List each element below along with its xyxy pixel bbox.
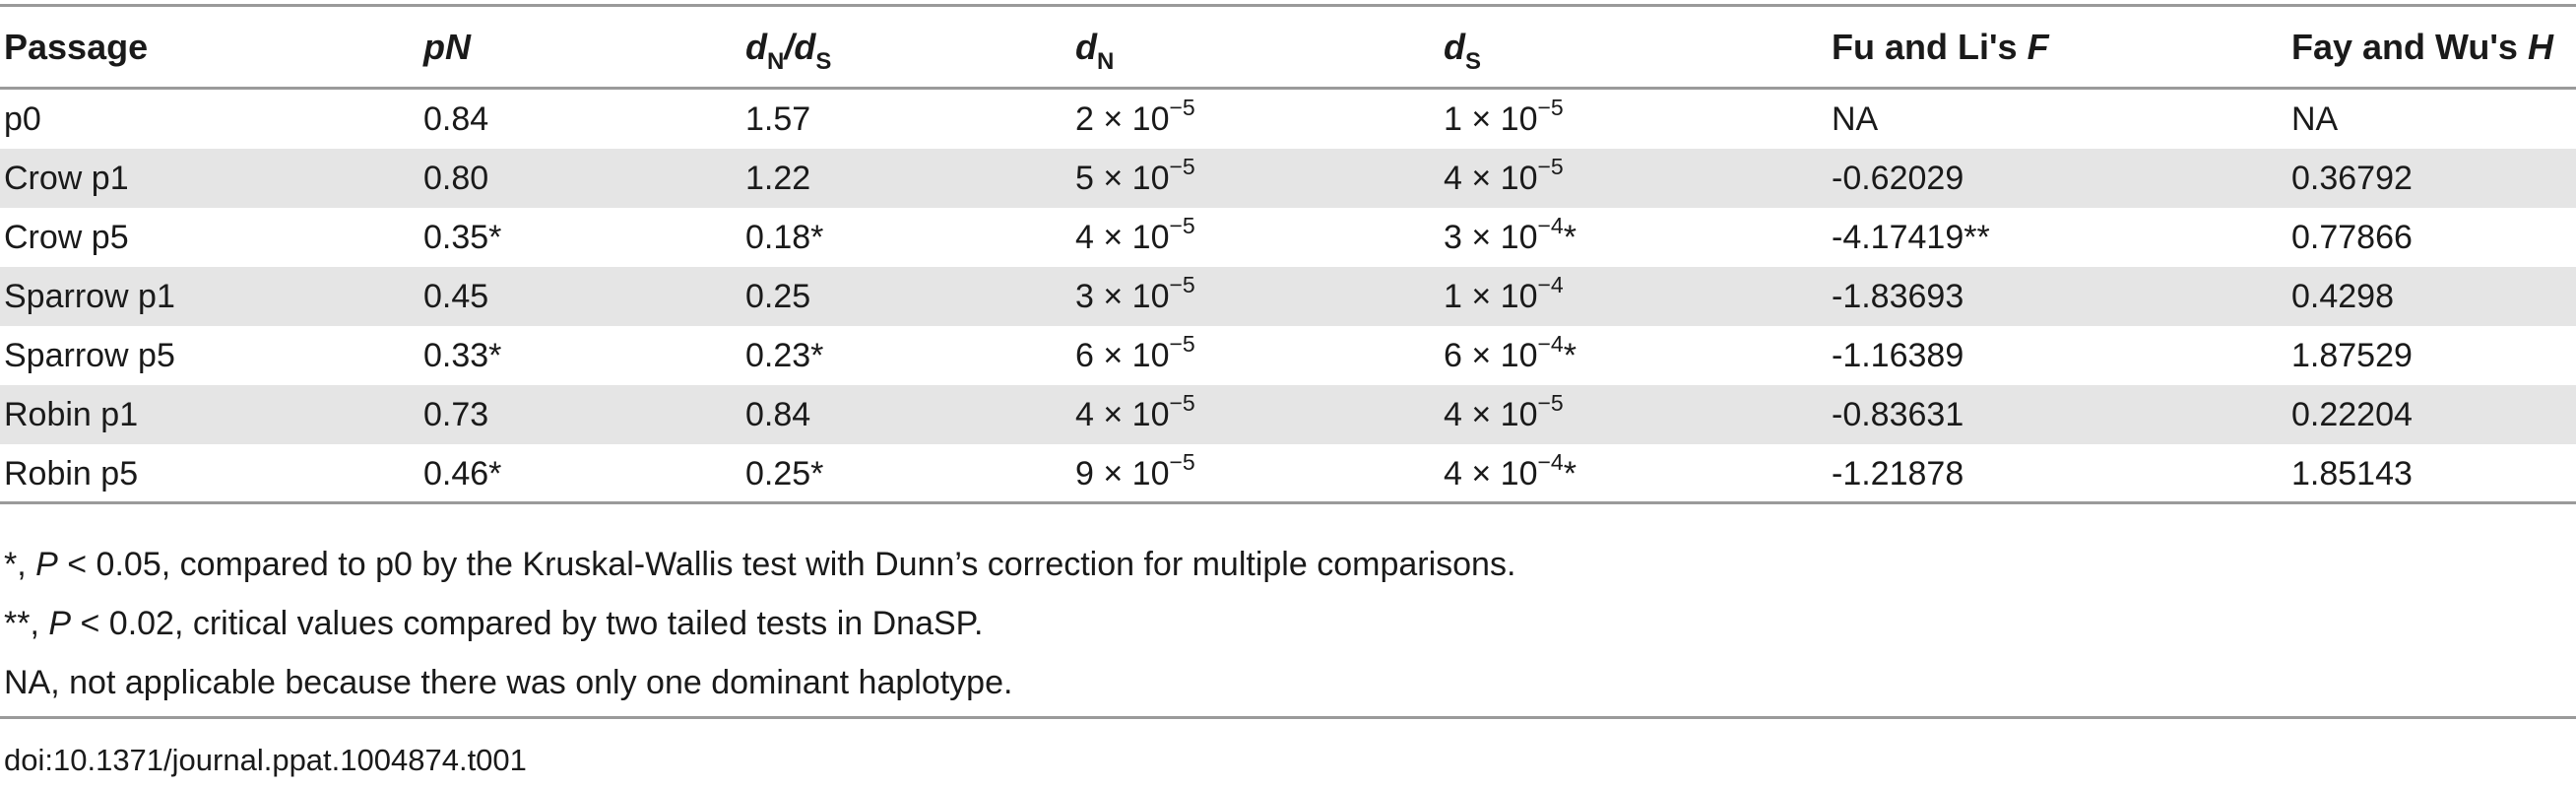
cell-dn <box>1075 444 1195 503</box>
cell-ds-base: 4 × 10 <box>1444 455 1538 492</box>
header-fuli-var: F <box>2027 27 2049 67</box>
cell-fuli: -1.83693 <box>1832 278 1964 315</box>
header-faywu-var: H <box>2527 27 2553 67</box>
cell-ds <box>1444 149 1564 208</box>
cell-dn-exp: −5 <box>1169 213 1195 238</box>
cell-dn-exp: −5 <box>1169 331 1195 357</box>
header-dnds-sub2: S <box>815 48 832 75</box>
cell-dnds: 0.25* <box>745 455 824 492</box>
cell-pn: 0.35* <box>423 219 502 256</box>
cell-dn <box>1075 385 1195 444</box>
cell-pn: 0.73 <box>423 396 489 433</box>
cell-passage: Crow p5 <box>4 219 129 256</box>
cell-passage: Sparrow p1 <box>4 278 175 315</box>
footnote-significance-005 <box>4 535 2564 594</box>
footnote-significance-002 <box>4 594 2564 653</box>
cell-dn <box>1075 326 1195 385</box>
table-row <box>0 149 2576 208</box>
header-dnds-d2: d <box>794 27 816 67</box>
cell-ds-base: 6 × 10 <box>1444 337 1538 374</box>
cell-dnds: 0.18* <box>745 219 824 256</box>
cell-ds <box>1444 326 1577 385</box>
cell-dnds: 0.23* <box>745 337 824 374</box>
header-dn-d: d <box>1075 27 1097 67</box>
cell-faywu: 0.4298 <box>2291 278 2394 315</box>
header-faywu-text: Fay and Wu's <box>2291 27 2528 67</box>
header-dnds-sub1: N <box>767 48 785 75</box>
cell-faywu: 1.87529 <box>2291 337 2413 374</box>
cell-dnds: 0.84 <box>745 396 811 433</box>
cell-dn <box>1075 149 1195 208</box>
cell-faywu: 0.36792 <box>2291 160 2413 197</box>
cell-dn-base: 2 × 10 <box>1075 100 1170 138</box>
table-row <box>0 267 2576 326</box>
table-body-end-rule <box>0 501 2576 504</box>
table-row <box>0 444 2576 503</box>
cell-fuli: -0.62029 <box>1832 160 1964 197</box>
cell-passage: Sparrow p5 <box>4 337 175 374</box>
footnotes-end-rule <box>0 716 2576 719</box>
header-dnds-d1: d <box>745 27 767 67</box>
cell-fuli: -1.21878 <box>1832 455 1964 492</box>
header-fay-wu-h <box>2291 7 2553 87</box>
cell-dn-base: 9 × 10 <box>1075 455 1170 492</box>
cell-pn: 0.45 <box>423 278 489 315</box>
cell-dnds: 1.22 <box>745 160 811 197</box>
header-dnds <box>745 7 831 87</box>
cell-dn-base: 6 × 10 <box>1075 337 1170 374</box>
header-passage-label: Passage <box>4 27 149 67</box>
footnote-na: NA, not applicable because there was only one dominant haplotype. <box>4 664 1013 701</box>
cell-dn-base: 4 × 10 <box>1075 219 1170 256</box>
cell-ds <box>1444 267 1564 326</box>
cell-faywu: 1.85143 <box>2291 455 2413 492</box>
cell-dn-exp: −5 <box>1169 154 1195 179</box>
cell-ds <box>1444 385 1564 444</box>
cell-dn-exp: −5 <box>1169 95 1195 120</box>
table-row <box>0 90 2576 149</box>
table-body <box>0 90 2576 503</box>
header-dnds-slash: / <box>784 27 795 67</box>
cell-dn-base: 5 × 10 <box>1075 160 1170 197</box>
cell-passage: Crow p1 <box>4 160 129 197</box>
header-passage <box>4 7 148 87</box>
cell-dn-exp: −5 <box>1169 449 1195 475</box>
cell-dn <box>1075 267 1195 326</box>
cell-ds-suffix: * <box>1563 337 1577 374</box>
cell-ds-exp: −4 <box>1537 272 1564 297</box>
table-row <box>0 208 2576 267</box>
footnote-2-text: < 0.02, critical values compared by two tailed tests in DnaSP. <box>71 605 984 642</box>
cell-ds <box>1444 444 1577 503</box>
header-ds-sub: S <box>1465 48 1482 75</box>
cell-dn <box>1075 208 1195 267</box>
cell-dnds: 1.57 <box>745 100 811 138</box>
cell-dn <box>1075 90 1195 149</box>
cell-fuli: -1.16389 <box>1832 337 1964 374</box>
cell-faywu: 0.77866 <box>2291 219 2413 256</box>
cell-ds-exp: −5 <box>1537 154 1564 179</box>
cell-pn: 0.46* <box>423 455 502 492</box>
cell-fuli: NA <box>1832 100 1879 138</box>
header-pn <box>423 7 471 87</box>
header-ds-d: d <box>1444 27 1465 67</box>
cell-dn-exp: −5 <box>1169 390 1195 416</box>
cell-ds <box>1444 90 1564 149</box>
cell-dnds: 0.25 <box>745 278 811 315</box>
cell-pn: 0.33* <box>423 337 502 374</box>
cell-faywu: NA <box>2291 100 2339 138</box>
header-fu-li-f <box>1832 7 2049 87</box>
cell-faywu: 0.22204 <box>2291 396 2413 433</box>
cell-dn-base: 4 × 10 <box>1075 396 1170 433</box>
table-footnotes <box>4 535 2564 712</box>
footnote-1-var: P <box>35 546 58 583</box>
footnote-1-text: < 0.05, compared to p0 by the Kruskal-Wallis test with Dunn’s correction for multiple comparisons. <box>57 546 1516 583</box>
footnote-2-prefix: **, <box>4 605 49 642</box>
cell-fuli: -0.83631 <box>1832 396 1964 433</box>
cell-dn-base: 3 × 10 <box>1075 278 1170 315</box>
cell-ds <box>1444 208 1577 267</box>
cell-ds-base: 3 × 10 <box>1444 219 1538 256</box>
header-dn-sub: N <box>1097 48 1115 75</box>
footnote-2-var: P <box>48 605 72 642</box>
table-row <box>0 385 2576 444</box>
cell-ds-exp: −4 <box>1537 213 1564 238</box>
cell-dn-exp: −5 <box>1169 272 1195 297</box>
cell-ds-base: 1 × 10 <box>1444 278 1538 315</box>
cell-ds-exp: −4 <box>1537 331 1564 357</box>
footnote-1-prefix: *, <box>4 546 36 583</box>
cell-ds-base: 4 × 10 <box>1444 160 1538 197</box>
header-dn <box>1075 7 1114 87</box>
cell-ds-suffix: * <box>1563 219 1577 256</box>
cell-pn: 0.84 <box>423 100 489 138</box>
cell-ds-exp: −4 <box>1537 449 1564 475</box>
table-header-row <box>0 7 2576 87</box>
cell-fuli: -4.17419** <box>1832 219 1990 256</box>
cell-passage: Robin p5 <box>4 455 139 492</box>
header-fuli-text: Fu and Li's <box>1832 27 2028 67</box>
cell-pn: 0.80 <box>423 160 489 197</box>
cell-passage: p0 <box>4 100 41 138</box>
header-pn-label: pN <box>423 27 471 67</box>
header-ds <box>1444 7 1481 87</box>
cell-passage: Robin p1 <box>4 396 139 433</box>
table-row <box>0 326 2576 385</box>
cell-ds-exp: −5 <box>1537 390 1564 416</box>
cell-ds-suffix: * <box>1563 455 1577 492</box>
cell-ds-exp: −5 <box>1537 95 1564 120</box>
cell-ds-base: 4 × 10 <box>1444 396 1538 433</box>
doi-link[interactable]: doi:10.1371/journal.ppat.1004874.t001 <box>4 743 527 777</box>
cell-ds-base: 1 × 10 <box>1444 100 1538 138</box>
